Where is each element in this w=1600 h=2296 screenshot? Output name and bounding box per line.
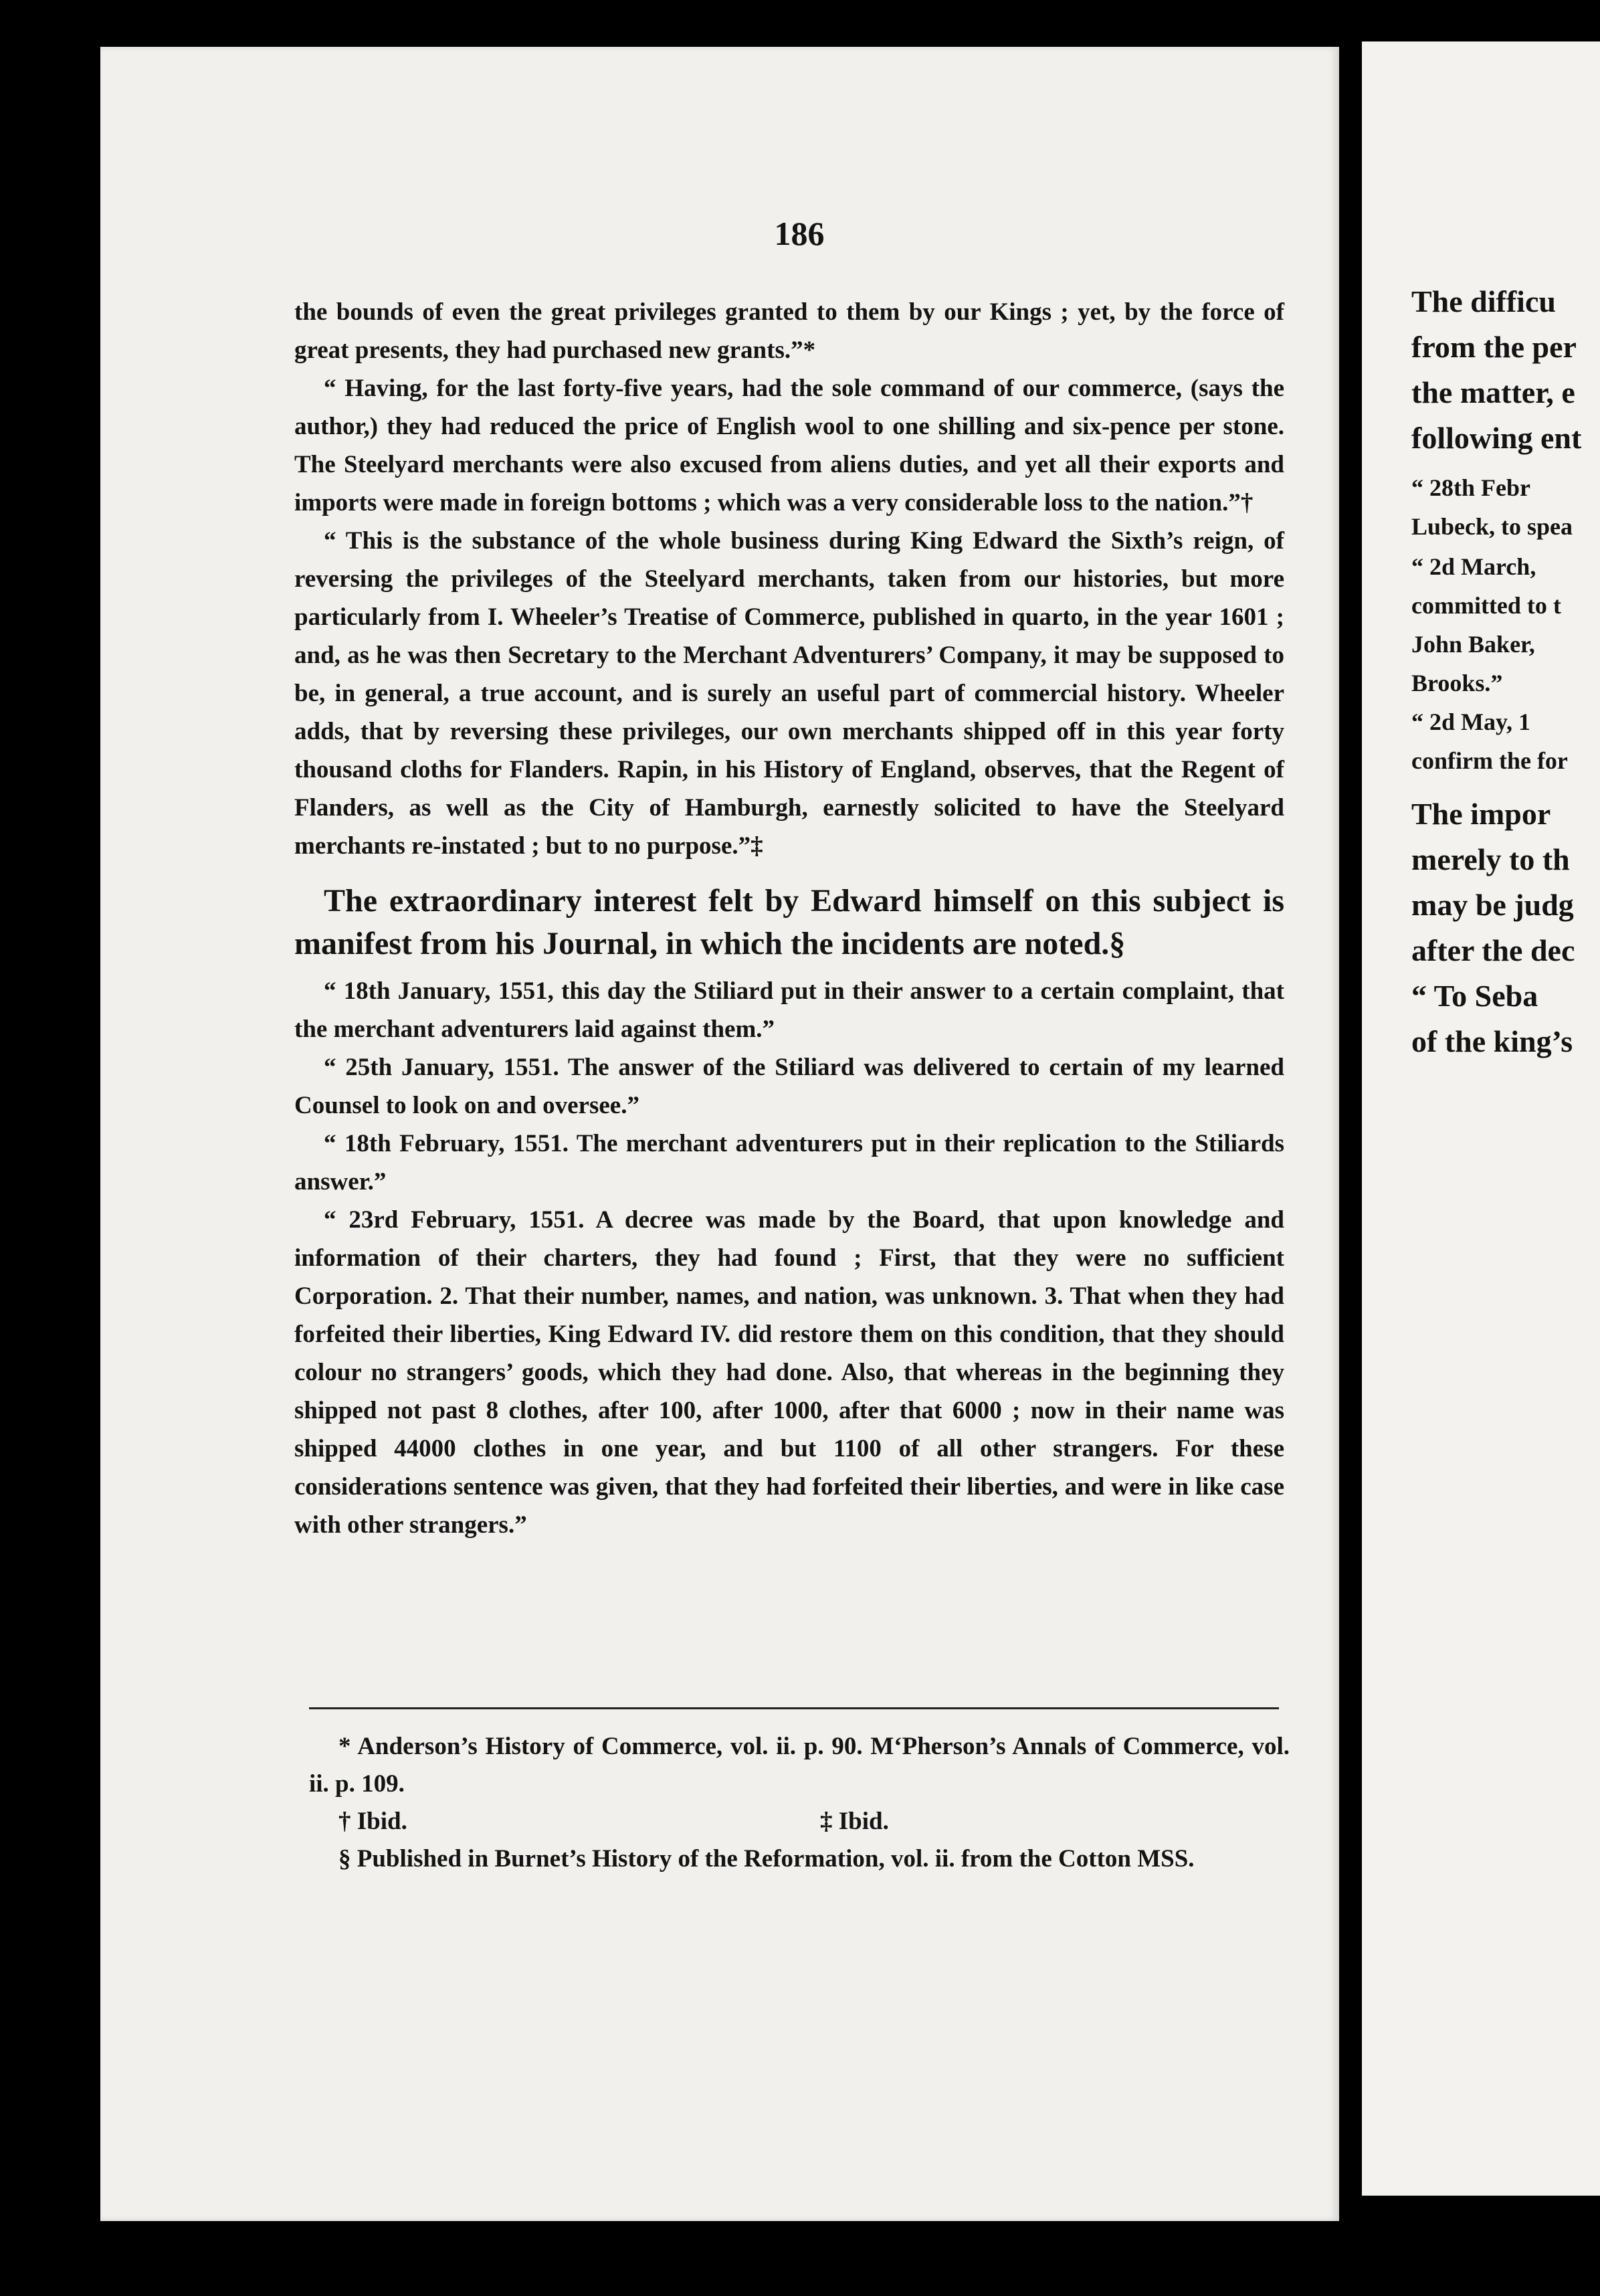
footnote-divider (309, 1707, 1279, 1709)
footnote-ibid-row (309, 1803, 1290, 1840)
right-line: “ To Seba (1411, 979, 1538, 1013)
right-line: Brooks.” (1411, 670, 1503, 696)
right-line: the matter, e (1411, 375, 1575, 409)
right-line: Lubeck, to spea (1411, 513, 1573, 540)
footnote-section: § Published in Burnet’s History of the Reformation, vol. ii. from the Cotton MSS. (338, 1845, 1195, 1873)
right-line: confirm the for (1411, 747, 1568, 774)
main-text (294, 293, 1284, 1544)
journal-entry: “ 18th January, 1551, this day the Stiliard put in their answer to a certain complaint, that the merchant adventurers laid against them.” (294, 977, 1284, 1043)
footnotes (309, 1728, 1290, 1878)
right-line: committed to t (1411, 592, 1561, 619)
right-line: “ 28th Febr (1411, 474, 1530, 501)
journal-entry: “ 25th January, 1551. The answer of the Stiliard was delivered to certain of my learned Counsel to look on and oversee.” (294, 1054, 1284, 1119)
paragraph: “ Having, for the last forty-five years, had the sole command of our commerce, (says the author,) they had reduced the price of English wool to one shilling and six-pence per stone. The Steelyard merchants were also excused from aliens duties, and yet all their exports and imports were made in foreign bottoms ; which was a very considerable loss to the nation.”† (294, 375, 1284, 516)
right-line: “ 2d May, 1 (1411, 708, 1531, 735)
footnote-star: * Anderson’s History of Commerce, vol. ii. p. 90. M‘Pherson’s Annals of Commerce, vol. ii. p. 109. (309, 1733, 1290, 1798)
paragraph: “ This is the substance of the whole business during King Edward the Sixth’s reign, of reversing the privileges of the Steelyard merchants, taken from our histories, but more particularly from I. Wheeler’s Treatise of Commerce, published in quarto, in the year 1601 ; and, as he was then Secretary to the Merchant Adventurers’ Company, it may be supposed to be, in general, a true account, and is surely an useful part of commercial history. Wheeler adds, that by reversing these privileges, our own merchants shipped off in this year forty thousand cloths for Flanders. Rapin, in his History of England, observes, that the Regent of Flanders, as well as the City of Hamburgh, earnestly solicited to have the Steelyard merchants re-instated ; but to no purpose.”‡ (294, 527, 1284, 860)
journal-entry: “ 18th February, 1551. The merchant adventurers put in their replication to the Stiliards answer.” (294, 1130, 1284, 1195)
right-line: John Baker, (1411, 631, 1535, 658)
lead-paragraph: The extraordinary interest felt by Edward himself on this subject is manifest from his Journal, in which the incidents are noted.§ (294, 883, 1284, 961)
right-page (1362, 41, 1600, 2196)
right-line: after the dec (1411, 933, 1575, 967)
footnote-double-dagger: ‡ Ibid. (820, 1808, 889, 1835)
right-line: following ent (1411, 421, 1582, 455)
right-line: The impor (1411, 797, 1551, 831)
right-line: may be judg (1411, 888, 1574, 922)
right-line: merely to th (1411, 842, 1570, 876)
right-line: “ 2d March, (1411, 553, 1536, 580)
journal-entry: “ 23rd February, 1551. A decree was made by the Board, that upon knowledge and information of their charters, they had found ; First, that they were no sufficient Corporation. 2. That their number, names, and nation, was unknown. 3. That when they had forfeited their liberties, King Edward IV. did restore them on this condition, that they should colour no strangers’ goods, which they had done. Also, that whereas in the beginning they shipped not past 8 clothes, after 100, after 1000, after that 6000 ; now in their name was shipped 44000 clothes in one year, and but 1100 of all other strangers. For these considerations sentence was given, that they had forfeited their liberties, and were in like case with other strangers.” (294, 1206, 1284, 1539)
right-line: The difficu (1411, 284, 1556, 318)
right-line: from the per (1411, 330, 1577, 364)
paragraph: the bounds of even the great privileges granted to them by our Kings ; yet, by the force of great presents, they had purchased new grants.”* (294, 298, 1284, 364)
page-number: 186 (774, 215, 825, 252)
footnote-dagger: † Ibid. (338, 1808, 407, 1835)
right-line: of the king’s (1411, 1024, 1573, 1058)
